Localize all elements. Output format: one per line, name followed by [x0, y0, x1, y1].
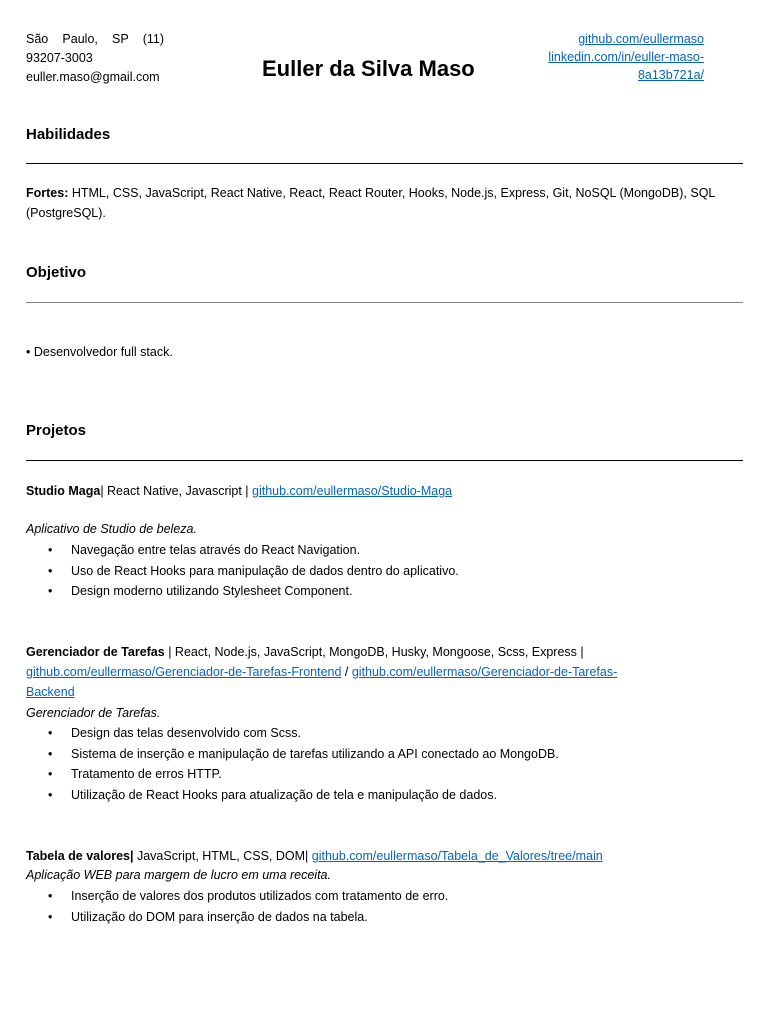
- list-item: • Sistema de inserção e manipulação de tarefas utilizando a API conectado ao MongoDB.: [26, 744, 726, 765]
- section-title-projects: Projetos: [26, 422, 87, 439]
- contact-phone: 93207-3003: [26, 51, 93, 65]
- project-backend-link-line2[interactable]: Backend: [26, 685, 75, 699]
- project-description: Aplicativo de Studio de beleza.: [26, 522, 197, 536]
- project-stack: | React Native, Javascript |: [100, 484, 252, 498]
- github-link[interactable]: github.com/eullermaso: [578, 32, 704, 46]
- project-value-table-header: [26, 846, 726, 866]
- project-stack: JavaScript, HTML, CSS, DOM|: [133, 849, 312, 863]
- list-item: • Uso de React Hooks para manipulação de dados dentro do aplicativo.: [26, 561, 726, 582]
- project-name: Gerenciador de Tarefas: [26, 645, 165, 659]
- section-divider: [26, 302, 743, 303]
- project-description: Aplicação WEB para margem de lucro em uma receita.: [26, 868, 331, 882]
- linkedin-link-line1[interactable]: linkedin.com/in/euller-maso-: [548, 50, 704, 64]
- project-repo-link[interactable]: github.com/eullermaso/Tabela_de_Valores/tree/main: [311, 849, 603, 863]
- project-bullet-list: [26, 886, 726, 927]
- resume-name: Euller da Silva Maso: [262, 56, 475, 81]
- list-item: • Utilização de React Hooks para atualização de tela e manipulação de dados.: [26, 785, 726, 806]
- contact-email: euller.maso@gmail.com: [26, 70, 160, 84]
- profile-links: [520, 30, 704, 84]
- list-item: • Utilização do DOM para inserção de dados na tabela.: [26, 907, 726, 928]
- project-bullet-list: [26, 540, 726, 602]
- skills-list-line1: HTML, CSS, JavaScript, React Native, React, React Router, Hooks, Node.js, Express, Git, NoSQL (MongoDB), SQL: [68, 186, 716, 200]
- project-studio-maga-header: [26, 481, 726, 501]
- section-divider: [26, 163, 743, 164]
- project-stack: | React, Node.js, JavaScript, MongoDB, Husky, Mongoose, Scss, Express |: [164, 645, 584, 659]
- project-backend-link-line1[interactable]: github.com/eullermaso/Gerenciador-de-Tarefas-: [351, 665, 618, 679]
- list-item: • Tratamento de erros HTTP.: [26, 764, 726, 785]
- project-frontend-link[interactable]: github.com/eullermaso/Gerenciador-de-Tarefas-Frontend: [26, 665, 342, 679]
- project-bullet-list: [26, 723, 726, 805]
- list-item: • Design das telas desenvolvido com Scss.: [26, 723, 726, 744]
- list-item: • Navegação entre telas através do React Navigation.: [26, 540, 726, 561]
- project-name: Tabela de valores|: [26, 849, 134, 863]
- list-item: • Inserção de valores dos produtos utilizados com tratamento de erro.: [26, 886, 726, 907]
- skills-list-line2: (PostgreSQL).: [26, 206, 106, 220]
- skills-label: Fortes:: [26, 186, 69, 200]
- objective-text: • Desenvolvedor full stack.: [26, 345, 173, 359]
- linkedin-link-line2[interactable]: 8a13b721a/: [637, 68, 704, 82]
- link-separator: /: [341, 665, 352, 679]
- list-item: • Design moderno utilizando Stylesheet Component.: [26, 581, 726, 602]
- project-description: Gerenciador de Tarefas.: [26, 706, 161, 720]
- skills-text: [26, 183, 726, 223]
- project-task-manager-header: [26, 642, 746, 702]
- contact-info: [26, 30, 164, 87]
- contact-location: São Paulo, SP (11): [26, 32, 164, 46]
- section-divider: [26, 460, 743, 461]
- section-title-skills: Habilidades: [26, 126, 111, 143]
- section-title-objective: Objetivo: [26, 264, 87, 281]
- project-repo-link[interactable]: github.com/eullermaso/Studio-Maga: [252, 484, 453, 498]
- project-name: Studio Maga: [26, 484, 101, 498]
